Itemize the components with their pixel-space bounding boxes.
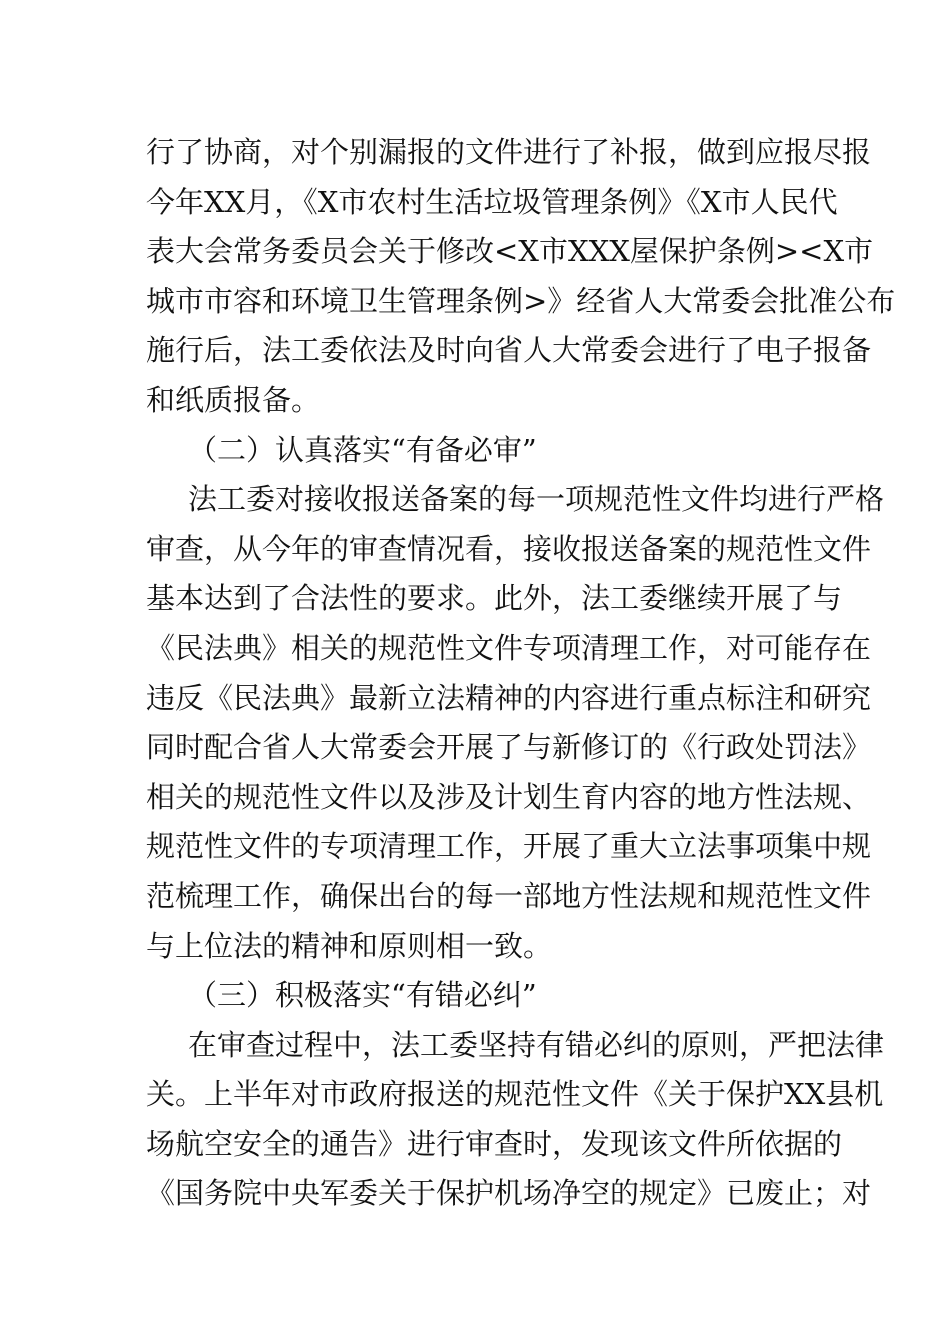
text-line: 城市市容和环境卫生管理条例>》经省人大常委会批准公布 bbox=[146, 283, 896, 318]
text-line: 关。上半年对市政府报送的规范性文件《关于保护XX县机 bbox=[146, 1077, 884, 1112]
text-line: 违反《民法典》最新立法精神的内容进行重点标注和研究 bbox=[146, 680, 872, 715]
text-line: 《民法典》相关的规范性文件专项清理工作，对可能存在 bbox=[146, 630, 872, 665]
section-heading-3: （三）积极落实“有错必纠” bbox=[188, 978, 537, 1013]
text-line: 相关的规范性文件以及涉及计划生育内容的地方性法规、 bbox=[146, 779, 872, 814]
text-line: 审查，从今年的审查情况看，接收报送备案的规范性文件 bbox=[146, 531, 872, 566]
text-line: 在审查过程中，法工委坚持有错必纠的原则，严把法律 bbox=[188, 1027, 885, 1062]
text-line: 《国务院中央军委关于保护机场净空的规定》已废止；对 bbox=[146, 1176, 872, 1211]
text-line: 场航空安全的通告》进行审查时，发现该文件所依据的 bbox=[146, 1126, 843, 1161]
text-line: 范梳理工作，确保出台的每一部地方性法规和规范性文件 bbox=[146, 878, 872, 913]
text-line: 和纸质报备。 bbox=[146, 382, 321, 417]
text-line: 今年XX月，《X市农村生活垃圾管理条例》《X市人民代 bbox=[146, 184, 838, 219]
document-body bbox=[146, 128, 896, 1219]
text-line: 基本达到了合法性的要求。此外，法工委继续开展了与 bbox=[146, 581, 843, 616]
text-line: 行了协商，对个别漏报的文件进行了补报，做到应报尽报 bbox=[146, 135, 872, 169]
text-line: 同时配合省人大常委会开展了与新修订的《行政处罚法》 bbox=[146, 730, 872, 765]
text-line: 与上位法的精神和原则相一致。 bbox=[146, 928, 553, 963]
text-line: 规范性文件的专项清理工作，开展了重大立法事项集中规 bbox=[146, 829, 872, 864]
section-heading-2: （二）认真落实“有备必审” bbox=[188, 432, 537, 467]
text-line: 施行后，法工委依法及时向省人大常委会进行了电子报备 bbox=[146, 333, 872, 368]
text-line: 法工委对接收报送备案的每一项规范性文件均进行严格 bbox=[188, 482, 885, 517]
text-line: 表大会常务委员会关于修改<X市XXX屋保护条例><X市 bbox=[146, 234, 874, 269]
